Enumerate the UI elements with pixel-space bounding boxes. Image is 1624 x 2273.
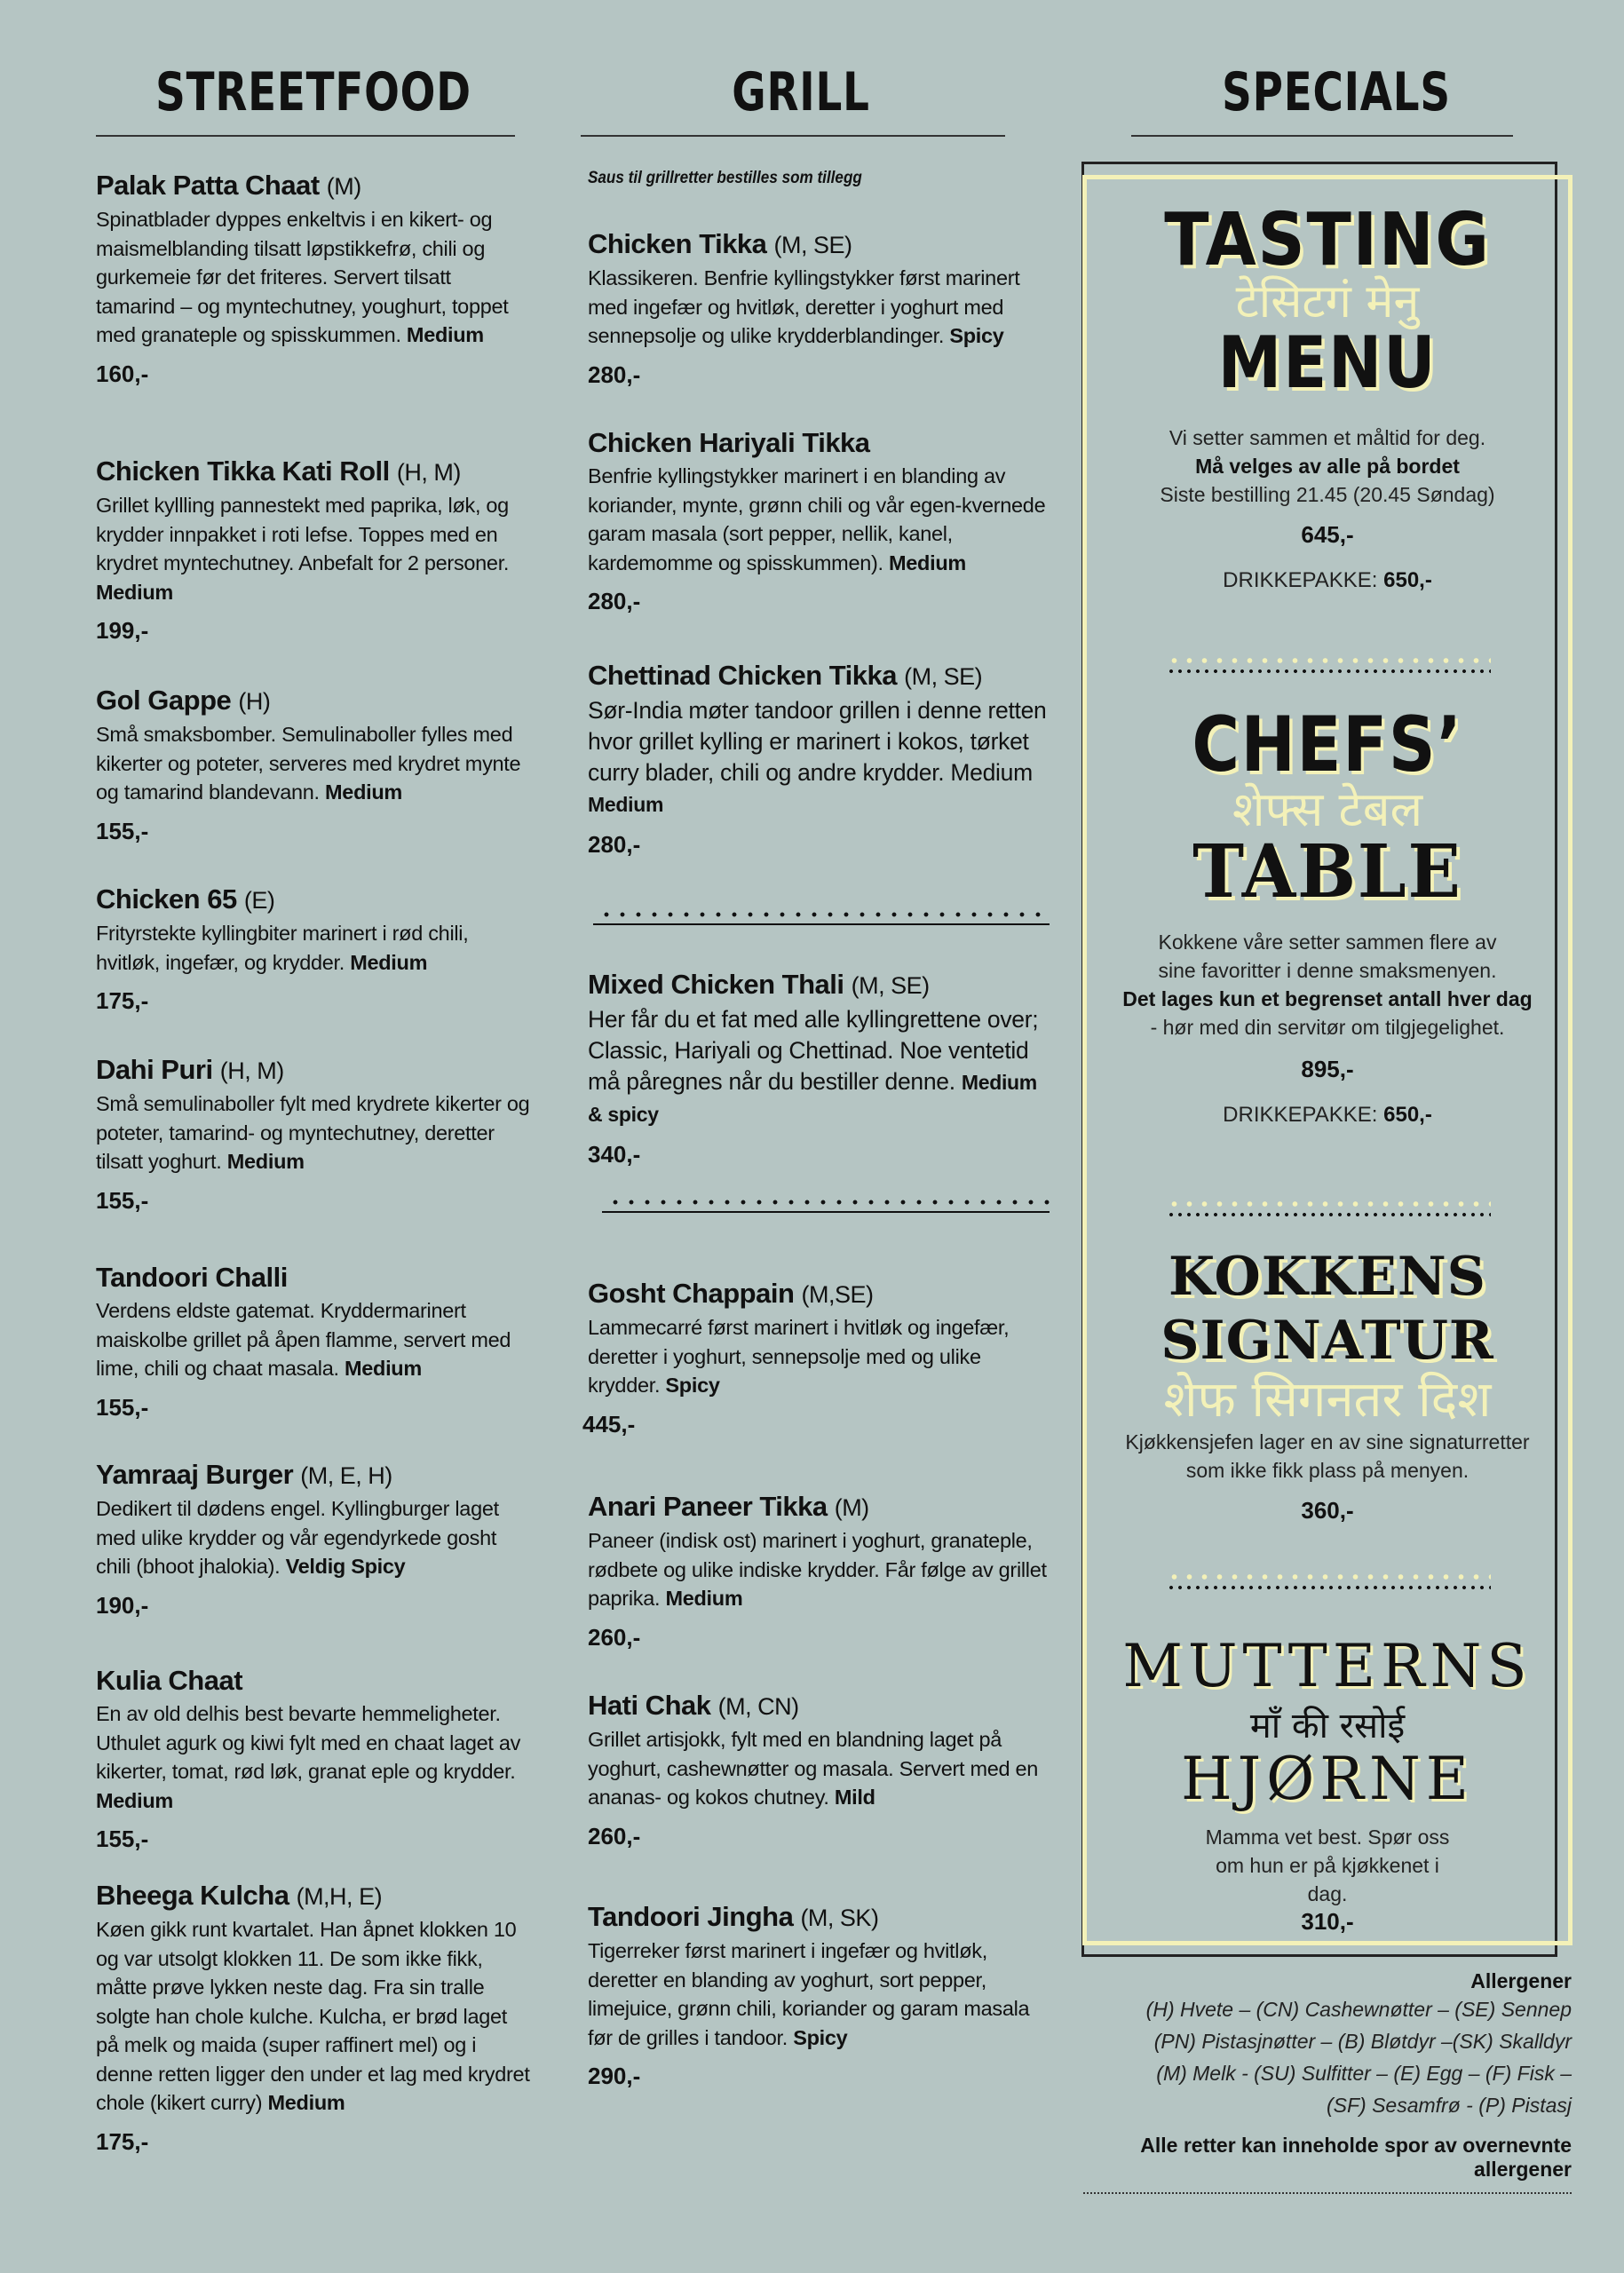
item-description: Små smaksbomber. Semulinaboller fylles med kikerter og poteter, serveres med krydret mynte og tamarind blandevann.: [96, 723, 521, 804]
allergen-info: [1074, 1969, 1572, 2194]
item-price: 280,-: [588, 360, 641, 388]
item-description: En av old delhis best bevarte hemmeligheter. Uthulet agurk og kiwi fylt med en chaat laget av kikerter, tomat, rød løk, granat eple og krydder.: [96, 1702, 521, 1783]
allergen-line: (M) Melk - (SU) Sulfitter – (E) Egg – (F) Fisk –: [1156, 2062, 1572, 2085]
menu-item: [588, 1689, 1050, 1850]
item-description: Grillet kyllling pannestekt med paprika, løk, og krydder innpakket i roti lefse. Toppes med en krydret myntechutney. Anbefalt for 2 personer.: [96, 494, 510, 574]
item-description: Små semulinaboller fylt med krydrete kikerter og poteter, tamarind- og myntechutney, deretter tilsatt yoghurt.: [96, 1092, 530, 1173]
item-spice-level: Medium: [665, 1587, 743, 1610]
item-spice-level: Medium: [226, 1150, 305, 1173]
item-price: 155,-: [96, 1186, 149, 1214]
signatur-title: KOKKENS: [1168, 1246, 1486, 1308]
item-price: 199,-: [96, 617, 149, 644]
allergen-title: Allergener: [1470, 1969, 1572, 1992]
grill-rule: [581, 135, 1005, 137]
drink-price: 650,-: [1383, 568, 1432, 593]
signatur-price: 360,-: [1301, 1496, 1354, 1524]
item-spice-level: Medium: [325, 780, 403, 804]
drink-price: 650,-: [1383, 1103, 1432, 1128]
mutterns-hindi: माँ की रसोई: [1249, 1706, 1406, 1746]
item-name: Hati Chak: [588, 1690, 711, 1721]
item-price: 175,-: [96, 987, 149, 1014]
chefs-price: 895,-: [1301, 1056, 1354, 1083]
item-name: Dahi Puri: [96, 1054, 213, 1085]
chefs-table: [1087, 701, 1568, 1128]
item-name: Chicken Tikka: [588, 228, 767, 259]
item-price: 155,-: [96, 1826, 149, 1852]
item-name: Anari Paneer Tikka: [588, 1491, 828, 1522]
menu-item: [96, 1261, 531, 1422]
item-allergens: (M, SE): [773, 232, 852, 258]
item-allergens: (M, E, H): [300, 1462, 392, 1489]
item-description: Lammecarré først marinert i hvitløk og ingefær, deretter i yoghurt, sennepsolje med og ulike krydder.: [588, 1316, 1010, 1397]
grill-note: Saus til grillretter bestilles som tillegg: [588, 169, 862, 187]
tasting-line-1: Vi setter sammen et måltid for deg.: [1168, 426, 1486, 450]
item-name: Mixed Chicken Thali: [588, 969, 844, 1000]
tasting-title: TASTING: [1164, 198, 1491, 282]
specials-divider: [1167, 1200, 1491, 1222]
item-spice-level: Medium & spicy: [588, 1071, 1037, 1126]
item-spice-level: Medium: [350, 950, 428, 974]
menu-item: [588, 426, 1050, 615]
item-name: Yamraaj Burger: [96, 1459, 294, 1490]
menu-item: [96, 1664, 531, 1853]
signatur-hindi: शेफ सिगनतर दिश: [1163, 1371, 1492, 1429]
specials-divider: [1167, 657, 1491, 678]
item-price: 190,-: [96, 1591, 149, 1619]
item-allergens: (M,H, E): [296, 1883, 383, 1910]
item-description: Spinatblader dyppes enkeltvis i en kikert- og maismelblanding tilsatt løpstikkefrø, chili og gurkemeie før det friteres. Servert tilsatt tamarind – og myntechutney, youghurt, toppet med granateple og spisskummen.: [96, 208, 509, 346]
item-price: 445,-: [582, 1410, 636, 1437]
menu-item: [96, 1458, 531, 1620]
menu-item: [588, 1490, 1050, 1651]
section-divider: [593, 911, 1050, 929]
specials-divider: [1167, 1573, 1491, 1595]
chefs-line-2: [1087, 985, 1568, 1041]
item-description: Frityrstekte kyllingbiter marinert i rød chili, hvitløk, ingefær, og krydder.: [96, 922, 469, 974]
item-allergens: (M, SE): [851, 972, 930, 999]
item-description: Klassikeren. Benfrie kyllingstykker først marinert med ingefær og hvitløk, deretter i yoghurt med sennepsolje og ulike krydderblandinger.: [588, 266, 1020, 347]
item-description: Benfrie kyllingstykker marinert i en blanding av koriander, mynte, grønn chili og vår egen-kvernede garam masala (sort pepper, nellik, kanel, kardemomme og spisskummen).: [588, 464, 1046, 574]
item-name: Chettinad Chicken Tikka: [588, 660, 897, 691]
item-name: Tandoori Jingha: [588, 1901, 794, 1932]
item-price: 175,-: [96, 2127, 149, 2155]
specials-frame-inner: [1082, 175, 1573, 1945]
menu-item: [96, 455, 531, 645]
item-allergens: (M): [326, 173, 361, 200]
section-divider: [602, 1199, 1050, 1216]
item-description: Dedikert til dødens engel. Kyllingburger laget med ulike krydder og vår egendyrkede gosht chili (bhoot jhalokia).: [96, 1497, 499, 1578]
item-allergens: (H): [238, 688, 271, 715]
item-name: Bheega Kulcha: [96, 1880, 289, 1911]
item-spice-level: Medium: [889, 550, 966, 574]
allergen-note: Alle retter kan inneholde spor av overnevnte allergener: [1140, 2134, 1572, 2181]
item-price: 280,-: [588, 831, 641, 858]
item-allergens: (M, SK): [800, 1905, 879, 1931]
item-spice-level: Medium: [96, 1788, 173, 1812]
item-allergens: (H, M): [219, 1057, 284, 1084]
item-spice-level: Spicy: [793, 2025, 848, 2049]
specials-frame: [1081, 162, 1557, 1957]
mutterns-title: MUTTERNS: [1122, 1632, 1533, 1700]
menu-item: [588, 1900, 1050, 2090]
item-description: Køen gikk runt kvartalet. Han åpnet klokken 10 og var utsolgt klokken 11. De som ikke fikk, måtte prøve lykken neste dag. Fra sin tralle solgte han chole kulche. Kulcha, er brød laget på melk og maida (super raffinert mel) og i denne retten ligger den under et lag med krydret chole (kikert curry): [96, 1918, 530, 2114]
menu-item: [588, 659, 1050, 859]
item-spice-level: Spicy: [949, 324, 1004, 347]
signatur-title-2: SIGNATUR: [1161, 1310, 1494, 1372]
item-allergens: (M, CN): [717, 1693, 799, 1720]
tasting-line-2: Må velges av alle på bordet: [1195, 455, 1460, 479]
streetfood-heading: STREETFOOD: [155, 61, 471, 123]
tasting-hindi: टेसिटगं मेनु: [1235, 275, 1420, 329]
drink-label: DRIKKEPAKKE:: [1223, 1103, 1378, 1128]
mutterns-title-2: HJØRNE: [1181, 1745, 1474, 1813]
item-allergens: (M): [834, 1494, 869, 1521]
mutterns-price: 310,-: [1301, 1908, 1354, 1935]
item-price: 260,-: [588, 1623, 641, 1651]
streetfood-rule: [96, 135, 515, 137]
item-price: 290,-: [588, 2063, 641, 2089]
item-spice-level: Medium: [267, 2091, 345, 2114]
item-name: Chicken Hariyali Tikka: [588, 427, 870, 458]
drink-label: DRIKKEPAKKE:: [1223, 568, 1378, 593]
item-price: 155,-: [96, 1393, 149, 1421]
chefs-line-1: Kokkene våre setter sammen flere av sine favoritter i denne smaksmenyen.: [1158, 931, 1497, 983]
allergen-line: (PN) Pistasjnøtter – (B) Bløtdyr –(SK) Skalldyr: [1153, 2030, 1572, 2053]
chefs-hindi: शेफ्स टेबल: [1232, 781, 1423, 837]
item-allergens: (M,SE): [801, 1281, 874, 1308]
item-name: Gosht Chappain: [588, 1278, 795, 1309]
chefs-title: CHEFS’: [1192, 701, 1463, 789]
item-description: Sør-India møter tandoor grillen i denne retten hvor grillet kylling er marinert i kokos, tørket curry blader, chili og andre krydder. Medium: [588, 697, 1047, 786]
item-name: Chicken Tikka Kati Roll: [96, 455, 390, 487]
mutterns-hjorne: [1087, 1632, 1568, 1936]
item-name: Palak Patta Chaat: [96, 170, 320, 201]
item-name: Kulia Chaat: [96, 1665, 243, 1696]
tasting-title-2: MENU: [1217, 321, 1438, 405]
item-spice-level: Medium: [588, 793, 664, 816]
menu-item: [582, 1277, 1050, 1438]
chefs-line-2-bold: Det lages kun et begrenset antall hver dag: [1122, 987, 1533, 1011]
menu-item: [96, 684, 531, 845]
item-spice-level: Medium: [344, 1357, 422, 1380]
specials-heading: SPECIALS: [1222, 61, 1451, 123]
item-spice-level: Spicy: [665, 1374, 720, 1397]
allergen-line: (H) Hvete – (CN) Cashewnøtter – (SE) Sennep: [1145, 1998, 1572, 2021]
chefs-drink: [1087, 1103, 1568, 1128]
mutterns-line-1: Mamma vet best. Spør oss om hun er på kjøkkenet i dag.: [1205, 1826, 1450, 1905]
item-description: Tigerreker først marinert i ingefær og hvitløk, deretter en blanding av yoghurt, sort pepper, limejuice, grønn chili, koriander og garam masala før de grilles i tandoor.: [588, 1939, 1030, 2049]
item-allergens: (H, M): [396, 459, 461, 486]
menu-item: [96, 169, 531, 388]
item-price: 340,-: [588, 1141, 641, 1168]
item-description: Verdens eldste gatemat. Kryddermarinert maiskolbe grillet på åpen flamme, servert med lime, chili og chaat masala.: [96, 1299, 511, 1380]
grill-heading: GRILL: [732, 61, 870, 123]
item-spice-level: Veldig Spicy: [285, 1555, 406, 1578]
item-name: Chicken 65: [96, 883, 237, 915]
tasting-line-3: Siste bestilling 21.45 (20.45 Søndag): [1160, 483, 1495, 507]
chefs-title-2: TABLE: [1192, 829, 1462, 915]
item-allergens: (M, SE): [904, 663, 983, 690]
item-price: 160,-: [96, 360, 149, 387]
item-allergens: (E): [243, 887, 275, 914]
menu-item: [96, 883, 531, 1015]
menu-item: [96, 1879, 531, 2156]
item-description: Grillet artisjokk, fylt med en blandning laget på yoghurt, cashewnøtter og masala. Servert med en ananas- og kokos chutney.: [588, 1728, 1039, 1809]
signatur-line-1: Kjøkkensjefen lager en av sine signaturretter som ikke fikk plass på menyen.: [1125, 1430, 1530, 1482]
allergen-line: (SF) Sesamfrø - (P) Pistasj: [1326, 2094, 1572, 2117]
tasting-drink: [1087, 568, 1568, 593]
item-spice-level: Mild: [834, 1786, 875, 1809]
item-description: Paneer (indisk ost) marinert i yoghurt, granateple, rødbete og ulike indiske krydder. Får følge av grillet paprika.: [588, 1529, 1047, 1610]
menu-item: [588, 227, 1050, 389]
item-description: Her får du et fat med alle kyllingrettene over; Classic, Hariyali og Chettinad. Noe ventetid må påregnes når du bestiller denne.: [588, 1006, 1039, 1095]
item-name: Gol Gappe: [96, 685, 232, 716]
tasting-price: 645,-: [1301, 521, 1354, 549]
tasting-menu: [1087, 198, 1568, 593]
item-name: Tandoori Challi: [96, 1262, 288, 1293]
item-price: 155,-: [96, 817, 149, 844]
menu-item: [588, 968, 1050, 1168]
item-price: 260,-: [588, 1822, 641, 1849]
item-spice-level: Medium: [96, 580, 173, 604]
specials-rule: [1131, 135, 1513, 137]
chefs-line-2-rest: - hør med din servitør om tilgjegelighet.: [1150, 1016, 1505, 1040]
allergen-rule: [1083, 2192, 1572, 2194]
item-spice-level: Medium: [406, 323, 484, 346]
menu-item: [96, 1053, 531, 1215]
item-price: 280,-: [588, 588, 641, 614]
kokkens-signatur: [1087, 1246, 1568, 1525]
